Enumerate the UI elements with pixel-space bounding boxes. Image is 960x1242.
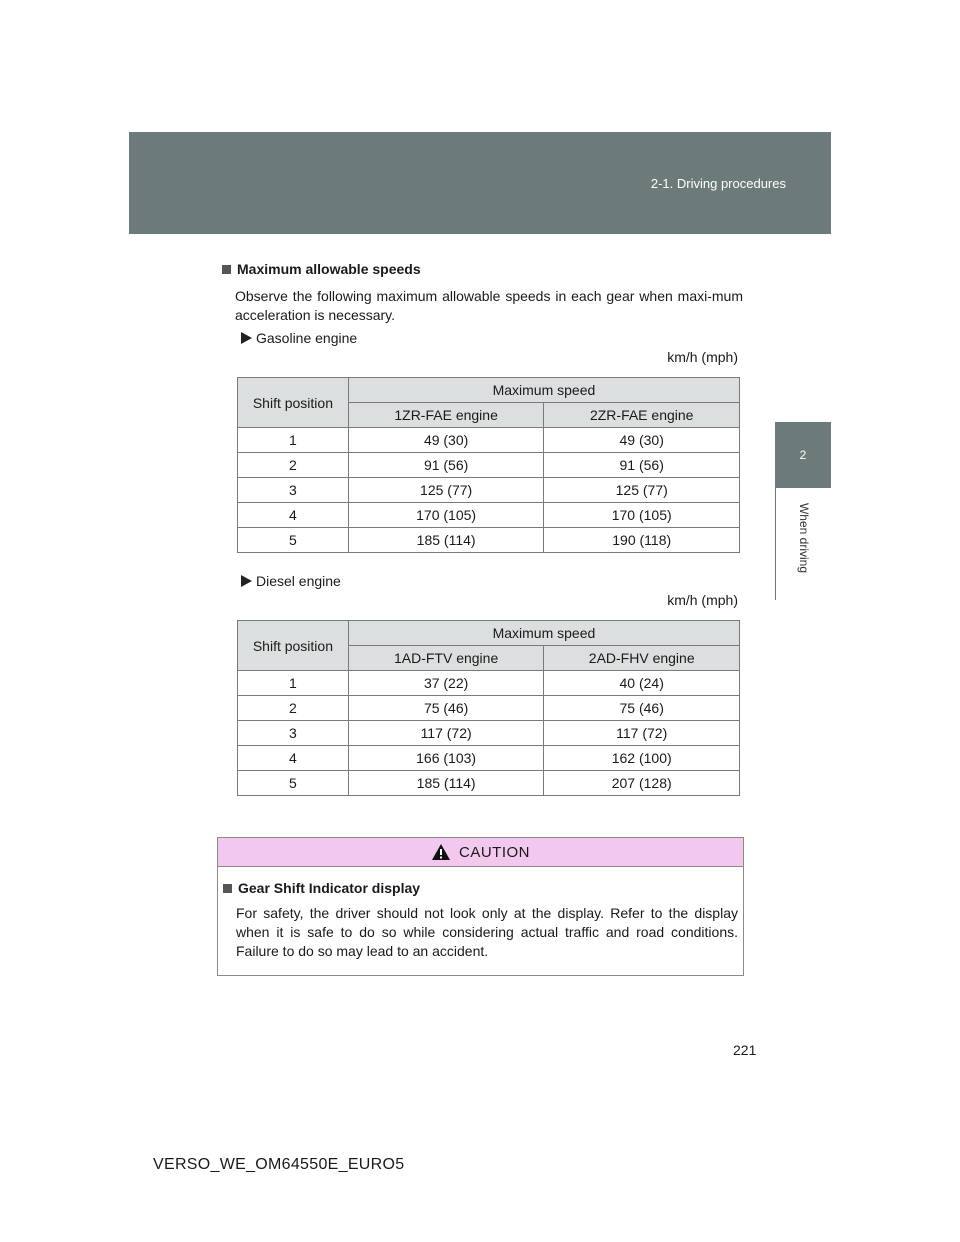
cell-speed: 37 (22) xyxy=(348,671,544,696)
chapter-number: 2 xyxy=(799,448,807,462)
cell-shift: 1 xyxy=(238,428,349,453)
cell-speed: 49 (30) xyxy=(348,428,544,453)
table-row xyxy=(238,721,740,746)
chapter-tab xyxy=(775,422,831,488)
table-row xyxy=(238,428,740,453)
col-maximum-speed: Maximum speed xyxy=(348,378,739,403)
cell-speed: 166 (103) xyxy=(348,746,544,771)
square-bullet-icon xyxy=(222,265,231,274)
gasoline-unit: km/h (mph) xyxy=(667,349,738,365)
cell-shift: 5 xyxy=(238,771,349,796)
warning-triangle-icon xyxy=(431,843,451,861)
document-code: VERSO_WE_OM64550E_EURO5 xyxy=(153,1156,405,1173)
cell-shift: 1 xyxy=(238,671,349,696)
gasoline-heading-text: Gasoline engine xyxy=(256,330,358,346)
intro-paragraph: Observe the following maximum allowable speeds in each gear when maxi-mum acceleration is necessary. xyxy=(235,288,743,323)
col-shift-position: Shift position xyxy=(238,378,349,428)
cell-speed: 117 (72) xyxy=(544,721,740,746)
table-row xyxy=(238,746,740,771)
cell-shift: 5 xyxy=(238,528,349,553)
cell-shift: 2 xyxy=(238,696,349,721)
gasoline-speed-table xyxy=(237,377,740,553)
section-heading-text: Maximum allowable speeds xyxy=(237,261,421,277)
diesel-heading xyxy=(241,573,341,589)
cell-speed: 125 (77) xyxy=(544,478,740,503)
diesel-speed-table xyxy=(237,620,740,796)
cell-shift: 3 xyxy=(238,478,349,503)
cell-speed: 190 (118) xyxy=(544,528,740,553)
col-shift-position: Shift position xyxy=(238,621,349,671)
caution-box xyxy=(217,837,744,976)
cell-speed: 185 (114) xyxy=(348,771,544,796)
caution-item-heading xyxy=(223,880,420,896)
cell-shift: 4 xyxy=(238,746,349,771)
header-band xyxy=(129,132,831,234)
triangle-bullet-icon xyxy=(241,332,252,344)
cell-speed: 207 (128) xyxy=(544,771,740,796)
chapter-title: When driving xyxy=(797,502,811,574)
col-engine: 2ZR-FAE engine xyxy=(544,403,740,428)
table-row xyxy=(238,528,740,553)
section-title: 2-1. Driving procedures xyxy=(650,176,786,191)
table-row xyxy=(238,503,740,528)
col-engine: 2AD-FHV engine xyxy=(544,646,740,671)
cell-speed: 40 (24) xyxy=(544,671,740,696)
col-engine: 1ZR-FAE engine xyxy=(348,403,544,428)
cell-speed: 117 (72) xyxy=(348,721,544,746)
caution-header xyxy=(218,838,743,867)
cell-speed: 185 (114) xyxy=(348,528,544,553)
gasoline-heading xyxy=(241,330,357,346)
page-number: 221 xyxy=(733,1042,757,1058)
col-maximum-speed: Maximum speed xyxy=(348,621,739,646)
square-bullet-icon xyxy=(223,884,232,893)
cell-speed: 170 (105) xyxy=(348,503,544,528)
table-row xyxy=(238,671,740,696)
cell-speed: 91 (56) xyxy=(348,453,544,478)
diesel-heading-text: Diesel engine xyxy=(256,573,341,589)
cell-speed: 125 (77) xyxy=(348,478,544,503)
caution-item-heading-text: Gear Shift Indicator display xyxy=(238,880,421,896)
caution-title: CAUTION xyxy=(459,843,530,861)
triangle-bullet-icon xyxy=(241,575,252,587)
col-engine: 1AD-FTV engine xyxy=(348,646,544,671)
caution-text: For safety, the driver should not look only at the display. Refer to the display when it is safe to do so while considering actual traffic and road conditions. Failure to do so may lead to an accident. xyxy=(236,905,738,959)
table-row xyxy=(238,453,740,478)
cell-shift: 2 xyxy=(238,453,349,478)
cell-speed: 162 (100) xyxy=(544,746,740,771)
table-row xyxy=(238,696,740,721)
diesel-unit: km/h (mph) xyxy=(667,592,738,608)
section-heading xyxy=(222,261,421,277)
cell-speed: 170 (105) xyxy=(544,503,740,528)
cell-speed: 91 (56) xyxy=(544,453,740,478)
table-row xyxy=(238,478,740,503)
cell-speed: 49 (30) xyxy=(544,428,740,453)
cell-speed: 75 (46) xyxy=(544,696,740,721)
cell-speed: 75 (46) xyxy=(348,696,544,721)
cell-shift: 4 xyxy=(238,503,349,528)
table-row xyxy=(238,771,740,796)
cell-shift: 3 xyxy=(238,721,349,746)
